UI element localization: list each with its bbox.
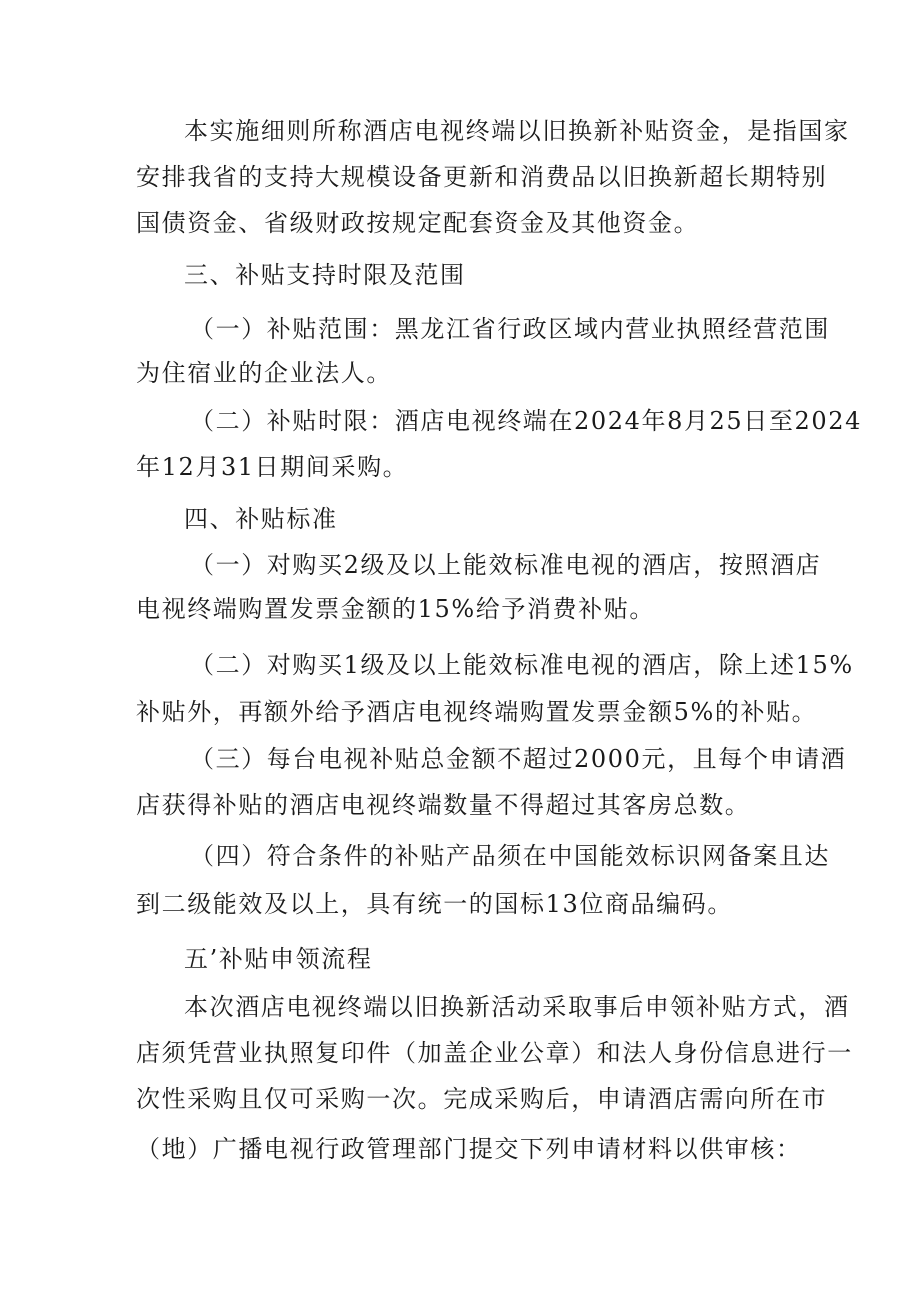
section-heading: 三、补贴支持时限及范围 [184,261,466,289]
paragraph-line: （三）每台电视补贴总金额不超过2000元，且每个申请酒 [190,745,847,773]
paragraph-line: 次性采购且仅可采购一次。完成采购后，申请酒店需向所在市 [136,1085,828,1113]
paragraph-line: 补贴外，再额外给予酒店电视终端购置发票金额5%的补贴。 [136,698,818,726]
paragraph-line: （一）对购买2级及以上能效标准电视的酒店，按照酒店 [190,551,822,579]
section-heading: 五’补贴申领流程 [184,945,373,973]
paragraph-line: 国债资金、省级财政按规定配套资金及其他资金。 [136,209,700,237]
paragraph-line: 本实施细则所称酒店电视终端以旧换新补贴资金，是指国家 [184,117,850,145]
paragraph-line: （地）广播电视行政管理部门提交下列申请材料以供审核： [136,1135,802,1163]
paragraph-line: 为住宿业的企业法人。 [136,359,392,387]
paragraph-line: 本次酒店电视终端以旧换新活动采取事后申领补贴方式，酒 [184,993,850,1021]
paragraph-line: （四）符合条件的补贴产品须在中国能效标识网备案且达 [190,842,830,870]
paragraph-line: （二）对购买1级及以上能效标准电视的酒店，除上述15% [190,651,854,679]
paragraph-line: 年12月31日期间采购。 [136,453,409,481]
paragraph-line: 店须凭营业执照复印件（加盖企业公章）和法人身份信息进行一 [136,1039,853,1067]
paragraph-line: 到二级能效及以上，具有统一的国标13位商品编码。 [136,890,733,918]
paragraph-line: 安排我省的支持大规模设备更新和消费品以旧换新超长期特别 [136,163,828,191]
section-heading: 四、补贴标准 [184,505,338,533]
paragraph-line: 店获得补贴的酒店电视终端数量不得超过其客房总数。 [136,791,751,819]
paragraph-line: （一）补贴范围：黑龙江省行政区域内营业执照经营范围 [190,315,830,343]
paragraph-line: 电视终端购置发票金额的15%给予消费补贴。 [136,595,655,623]
paragraph-line: （二）补贴时限：酒店电视终端在2024年8月25日至2024 [190,407,862,435]
